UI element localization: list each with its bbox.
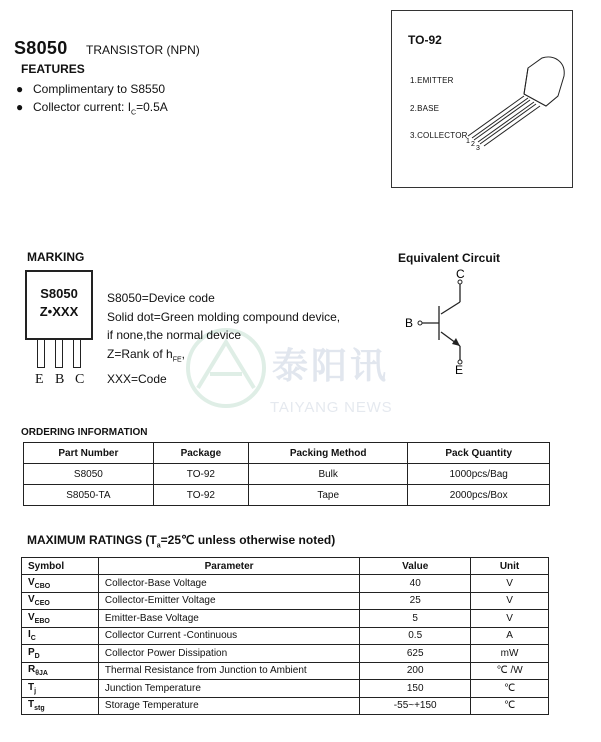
table-row: [22, 627, 549, 645]
table-cell: 1000pcs/Bag: [408, 464, 550, 485]
table-row: [22, 697, 549, 715]
chip-lead: [55, 340, 63, 368]
table-row: [22, 592, 549, 610]
circuit-label-c: C: [456, 268, 465, 281]
to92-package-icon: [462, 50, 572, 154]
parameter-cell: Collector-Base Voltage: [98, 575, 359, 593]
bullet-icon: ●: [16, 82, 24, 96]
marking-line: if none,the normal device: [107, 328, 242, 343]
parameter-cell: Collector Current -Continuous: [98, 627, 359, 645]
unit-cell: ℃ /W: [471, 662, 549, 680]
circuit-heading: Equivalent Circuit: [398, 251, 501, 265]
pin-number: 1: [466, 138, 470, 145]
value-cell: 25: [360, 592, 471, 610]
value-cell: -55~+150: [360, 697, 471, 715]
symbol-cell: $V_{CBO}$: [22, 575, 99, 593]
unit-cell: V: [471, 575, 549, 593]
parameter-cell: Emitter-Base Voltage: [98, 610, 359, 628]
table-row: [22, 575, 549, 593]
table-row: [22, 610, 549, 628]
value-cell: 5: [360, 610, 471, 628]
lead-label-e: E: [35, 372, 44, 387]
parameter-cell: Thermal Resistance from Junction to Ambient: [98, 662, 359, 680]
table-cell: TO-92: [153, 485, 248, 506]
ratings-heading: MAXIMUM RATINGS ($T_a=25℃$ unless otherwise noted): [27, 533, 336, 550]
table-row: [24, 464, 550, 485]
ordering-heading: ORDERING INFORMATION: [21, 427, 148, 438]
chip-device-code: S8050: [40, 286, 78, 301]
parameter-cell: Collector-Emitter Voltage: [98, 592, 359, 610]
pin-label-base: 2.BASE: [410, 104, 440, 113]
circuit-label-e: E: [455, 363, 464, 376]
pin-label-collector: 3.COLLECTOR: [410, 131, 468, 140]
unit-cell: A: [471, 627, 549, 645]
unit-cell: V: [471, 592, 549, 610]
ratings-table: [21, 557, 549, 715]
column-header: Package: [153, 443, 248, 464]
table-header-row: [24, 443, 550, 464]
column-header: Value: [360, 558, 471, 575]
chip-lead: [37, 340, 45, 368]
marking-line: XXX=Code: [107, 372, 167, 387]
table-row: [24, 485, 550, 506]
npn-transistor-symbol-icon: [400, 268, 480, 376]
symbol-cell: $V_{EBO}$: [22, 610, 99, 628]
value-cell: 200: [360, 662, 471, 680]
symbol-cell: $I_C$: [22, 627, 99, 645]
chip-rank-code: Z•XXX: [39, 304, 79, 319]
marking-line: S8050=Device code: [107, 291, 215, 305]
table-cell: S8050: [24, 464, 154, 485]
column-header: Parameter: [98, 558, 359, 575]
column-header: Packing Method: [248, 443, 407, 464]
value-cell: 625: [360, 645, 471, 663]
table-row: [22, 680, 549, 698]
symbol-cell: $R_{\theta JA}$: [22, 662, 99, 680]
bullet-icon: ●: [16, 100, 24, 114]
part-type: TRANSISTOR (NPN): [86, 43, 200, 57]
table-cell: Bulk: [248, 464, 407, 485]
ordering-table: [23, 442, 550, 506]
value-cell: 40: [360, 575, 471, 593]
table-cell: Tape: [248, 485, 407, 506]
symbol-cell: $V_{CEO}$: [22, 592, 99, 610]
column-header: Unit: [471, 558, 549, 575]
symbol-cell: $T_j$: [22, 680, 99, 698]
symbol-cell: $T_{stg}$: [22, 697, 99, 715]
value-cell: 150: [360, 680, 471, 698]
table-cell: TO-92: [153, 464, 248, 485]
table-row: [22, 662, 549, 680]
pin-number: 3: [476, 145, 480, 152]
unit-cell: ℃: [471, 680, 549, 698]
parameter-cell: Junction Temperature: [98, 680, 359, 698]
part-title: S8050: [14, 38, 68, 58]
column-header: Symbol: [22, 558, 99, 575]
column-header: Pack Quantity: [408, 443, 550, 464]
value-cell: 0.5: [360, 627, 471, 645]
unit-cell: ℃: [471, 697, 549, 715]
marking-line: Z=Rank of $h_{FE}$,: [107, 347, 185, 364]
unit-cell: V: [471, 610, 549, 628]
table-cell: 2000pcs/Box: [408, 485, 550, 506]
pin-label-emitter: 1.EMITTER: [410, 76, 454, 85]
features-heading: FEATURES: [21, 62, 85, 76]
feature-item: ● Collector current: $I_C=0.5A$: [16, 100, 168, 117]
lead-label-c: C: [75, 372, 85, 387]
watermark-en: TAIYANG NEWS: [270, 399, 393, 416]
table-cell: S8050-TA: [24, 485, 154, 506]
marking-line: Solid dot=Green molding compound device,: [107, 309, 341, 324]
pin-number: 2: [471, 141, 475, 148]
marking-description: [107, 289, 340, 389]
column-header: Part Number: [24, 443, 154, 464]
lead-label-b: B: [55, 372, 65, 387]
parameter-cell: Storage Temperature: [98, 697, 359, 715]
marking-heading: MARKING: [27, 250, 85, 264]
chip-lead: [73, 340, 81, 368]
feature-item: ● Complimentary to S8550: [16, 82, 166, 96]
unit-cell: mW: [471, 645, 549, 663]
circuit-label-b: B: [405, 316, 414, 330]
table-header-row: [22, 558, 549, 575]
parameter-cell: Collector Power Dissipation: [98, 645, 359, 663]
package-title: TO-92: [408, 33, 442, 47]
watermark-cn: 泰阳讯: [272, 345, 390, 386]
symbol-cell: $P_D$: [22, 645, 99, 663]
table-row: [22, 645, 549, 663]
